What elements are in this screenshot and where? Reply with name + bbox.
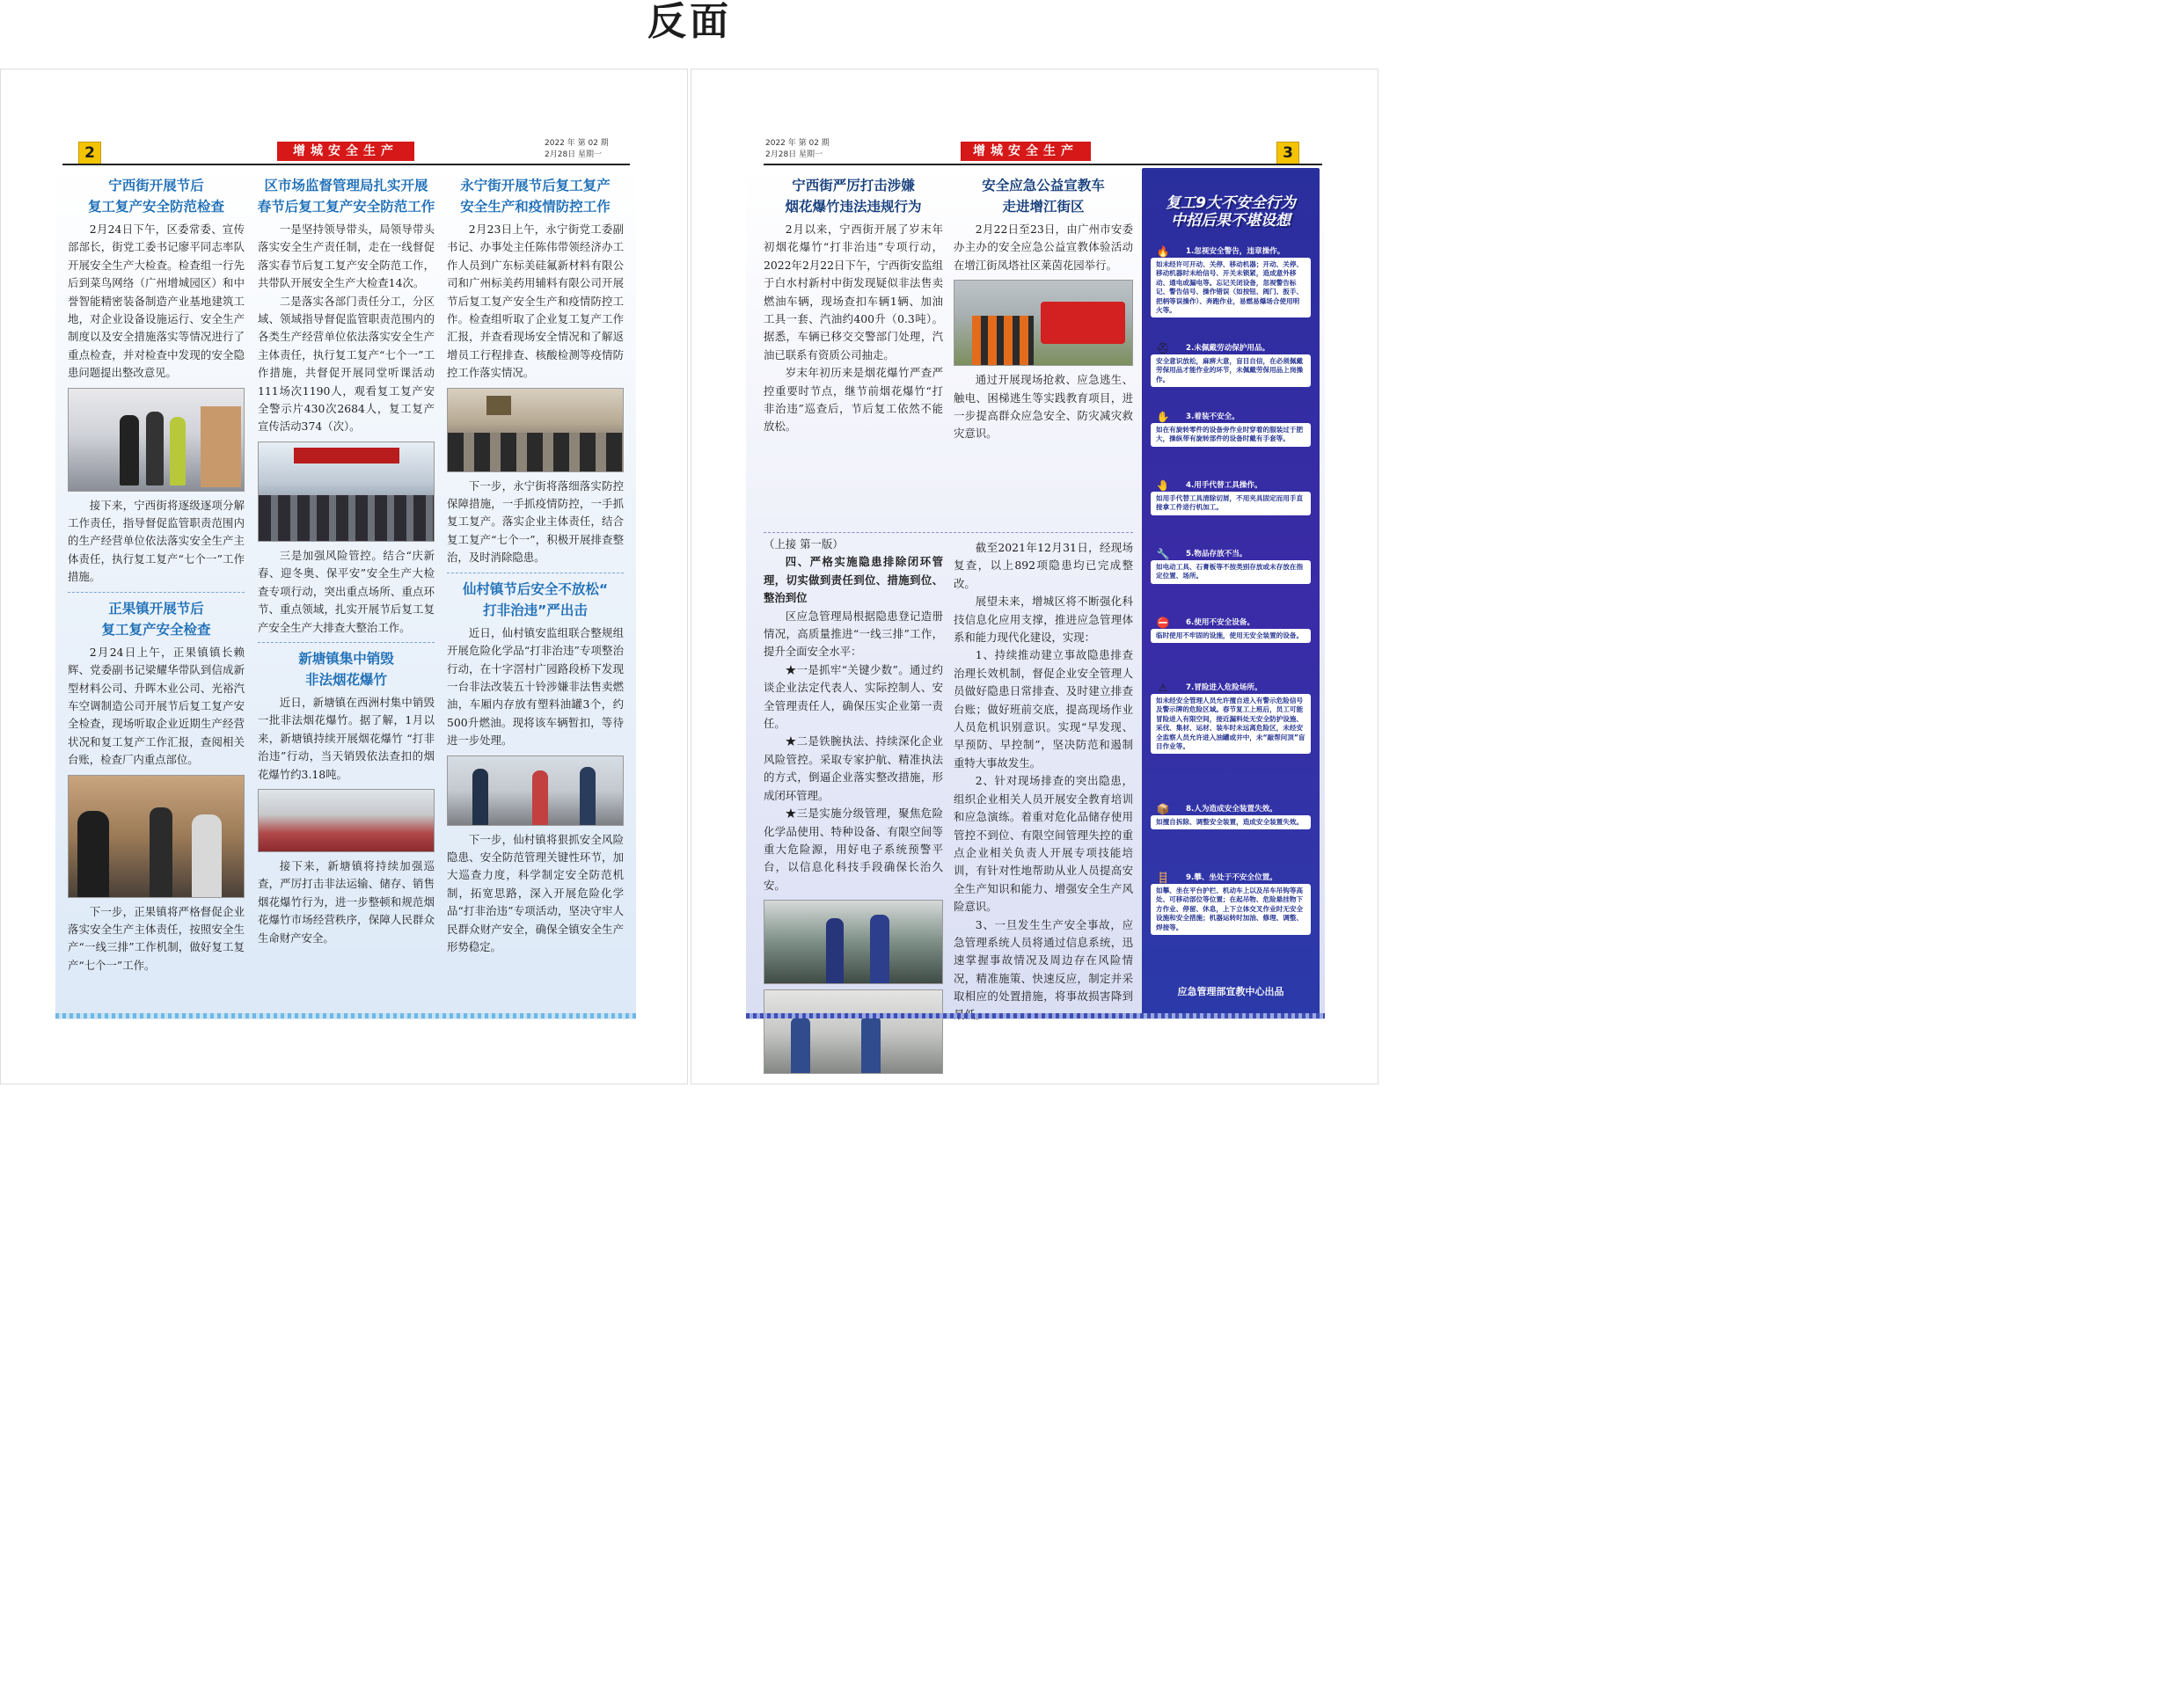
poster-item-text: 如未经安全管理人员允许擅自进入有警示危险信号及警示牌的危险区域。春节复工上班后，员工可能冒险进入有限空间，接近漏料处无安全防护设施、采伐、集材、运材、装车时未远离危险区，未经安全监察人员允许进入油罐或井中，未“敲帮问顶”盲目作业等。: [1151, 694, 1311, 754]
meeting-photo: [258, 442, 435, 542]
poster-item: [1151, 245, 1311, 318]
poster-item: [1151, 682, 1311, 754]
article-paragraph: 三是加强风险管控。结合“庆新春、迎冬奥、保平安”安全生产大检查专项行动，突出重点场所、重点环节、重点领域，扎实开展节后复工复产安全生产大排查大整治工作。: [258, 548, 435, 634]
article-heading: 安全应急公益宣教车 走进增江街区: [982, 178, 1105, 215]
safety-poster: [1142, 168, 1320, 1014]
header-rule: [62, 164, 630, 165]
factory-photo: [68, 775, 245, 898]
right-sheet: [691, 69, 1379, 1084]
hand-icon: 🤚: [1156, 479, 1170, 492]
prohibited-icon: ⛔: [1156, 617, 1170, 629]
article-paragraph: 截至2021年12月31日，经现场复查，以上892项隐患均已完成整改。: [954, 541, 1133, 590]
article-paragraph: 近日，仙村镇安监组联合整规组开展危险化学品“打非治违”专项整治行动，在十字滘村广园路段桥下发现一台非法改装五十铃涉嫌非法售卖燃油，车厢内存放有塑料油罐3个，约500升燃油。现将该车辆暂扣，等待进一步处理。: [447, 625, 624, 748]
issue-number: 2022 年 第 02 期: [545, 139, 609, 148]
article-paragraph: 区应急管理局根据隐患登记造册情况，高质量推进“一线三排”工作，提升全面安全水平：: [764, 609, 943, 659]
divider: [68, 592, 245, 593]
fireworks-photo: [258, 789, 435, 852]
poster-item-label: 3.着装不安全。: [1186, 412, 1240, 421]
poster-item: [1151, 411, 1311, 447]
issue-date: 2月28日 星期一: [765, 150, 823, 159]
article-paragraph: 通过开展现场抢救、应急逃生、触电、困梯逃生等实践教育项目，进一步提高群众应急安全、防灾减灾救灾意识。: [954, 373, 1133, 441]
flame-icon: 🔥: [1156, 245, 1170, 258]
article-paragraph: 2月22日至23日，由广州市安委办主办的安全应急公益宣教体验活动在增江街凤塔社区莱茵花园举行。: [954, 223, 1133, 272]
article-heading: 宁西街严厉打击涉嫌 烟花爆竹违法违规行为: [785, 178, 922, 215]
poster-item-label: 6.使用不安全设备。: [1186, 618, 1254, 627]
poster-item-label: 5.物品存放不当。: [1186, 550, 1247, 558]
poster-item: [1151, 803, 1311, 829]
workshop-photo: [764, 900, 943, 984]
article-paragraph: 近日，新塘镇在西洲村集中销毁一批非法烟花爆竹。据了解，1月以来，新塘镇持续开展烟花爆竹 “打非治违”行动，当天销毁依法查扣的烟花爆竹约3.18吨。: [258, 695, 435, 781]
poster-item-text: 如用手代替工具清除切屑，不用夹具固定而用手直接拿工件进行机加工。: [1151, 492, 1311, 515]
poster-item-text: 如擅自拆除、调整安全装置，造成安全装置失效。: [1151, 815, 1311, 829]
poster-item-text: 如电动工具、石膏板等不按类别存放或未存放在指定位置、场所。: [1151, 560, 1311, 584]
article-heading: 宁西街开展节后 复工复产安全防范检查: [87, 178, 224, 215]
article-heading: 正果镇开展节后 复工复产安全检查: [101, 600, 211, 638]
poster-item-label: 8.人为造成安全装置失效。: [1186, 805, 1277, 814]
page-number: 2: [78, 142, 101, 164]
column-b: [954, 173, 1133, 443]
left-sheet: [0, 69, 688, 1084]
masthead: 增城安全生产: [277, 142, 414, 161]
article-paragraph: 展望未来，增城区将不断强化科技信息化应用支撑，推进应急管理体系和能力现代化建设，实现：: [954, 595, 1133, 645]
poster-item: [1151, 617, 1311, 643]
inspection-vehicle-photo: [447, 755, 624, 826]
article-heading: 新塘镇集中销毁 非法烟花爆竹: [298, 650, 394, 688]
column-2: [258, 173, 435, 947]
poster-item-label: 4.用手代替工具操作。: [1186, 481, 1262, 490]
continued-note: （上接 第一版）: [764, 537, 844, 551]
poster-item-text: 如未经许可开动、关停、移动机器；开动、关停、移动机器时未给信号、开关未锁紧，造成意外移动、通电或漏电等。忘记关闭设备，忽视警告标记、警告信号、操作错误（如按钮、阀门、扳手、把柄等误操作）、奔跑作业，易燃易爆场合使用明火等。: [1151, 258, 1311, 318]
issue-info: [545, 138, 609, 161]
section-heading: 四、严格实施隐患排除闭环管理，切实做到责任到位、措施到位、整治到位: [764, 555, 943, 605]
article-paragraph: ★一是抓牢“关键少数”。通过约谈企业法定代表人、实际控制人、安全管理责任人，确保压实企业第一责任。: [764, 662, 943, 731]
column-c: [764, 536, 943, 1079]
column-3: [447, 173, 624, 956]
article-paragraph: 2月以来，宁西街开展了岁末年初烟花爆竹“打非治违”专项行动，2022年2月22日下午，宁西街安监组于白水村新村中街发现疑似非法售卖燃油车辆，现场查扣车辆1辆、加油工具一套、汽油约400升（0.3吨）。据悉，车辆已移交交警部门处理，汽油已联系有资质公司抽走。: [764, 223, 943, 361]
article-paragraph: 2月24日下午，区委常委、宣传部部长，街党工委书记廖平同志率队开展安全生产大检查。检查组一行先后到菜鸟网络（广州增城园区）和中誉智能精密装备制造产业基地建筑工地，对企业设备设施运行、安全生产制度以及安全措施落实等情况进行了重点检查，并对检查中发现的安全隐患问题提出整改意见。: [68, 223, 245, 380]
poster-item-text: 如攀、坐在平台护栏、机动车上以及吊车吊钩等高处、可移动部位等位置；在起吊物、危险悬挂物下方作业、停留、休息，上下立体交叉作业时无安全设施和安全措施；机器运转时加油、修理、调整、焊接等。: [1151, 884, 1311, 935]
training-photo: [764, 989, 943, 1074]
poster-item-label: 1.忽视安全警告，违章操作。: [1186, 247, 1285, 256]
page-number: 3: [1276, 142, 1299, 164]
article-paragraph: 一是坚持领导带头，局领导带头落实安全生产责任制，走在一线督促落实春节后复工复产安全防范工作，共带队开展安全生产大检查14次。: [258, 223, 435, 290]
box-icon: 📦: [1156, 803, 1170, 815]
poster-item: [1151, 479, 1311, 515]
divider: [764, 532, 1133, 533]
glove-icon: ✋: [1156, 411, 1170, 423]
article-paragraph: ★二是铁腕执法、持续深化企业风险管控。采取专家护航、精准执法的方式，倒逼企业落实整改措施，形成闭环管理。: [764, 734, 943, 802]
poster-item: [1151, 342, 1311, 387]
article-paragraph: 下一步，正果镇将严格督促企业落实安全生产主体责任，按照安全生产“一线三排”工作机制，做好复工复产“七个一”工作。: [68, 904, 245, 972]
poster-item-text: 如在有旋转零件的设备旁作业时穿着的服装过于肥大，操纵带有旋转部件的设备时戴有手套等。: [1151, 423, 1311, 447]
tool-icon: 🔧: [1156, 548, 1170, 560]
footer-stripe: [746, 1013, 1325, 1018]
divider: [258, 642, 435, 643]
masthead: 增城安全生产: [961, 142, 1091, 161]
enterprise-meeting-photo: [447, 388, 624, 472]
article-paragraph: ★三是实施分级管理，聚焦危险化学品使用、特种设备、有限空间等重大危险源，用好电子系统预警平台，以信息化科技手段确保长治久安。: [764, 807, 943, 892]
article-paragraph: 1、持续推动建立事故隐患排查治理长效机制，督促企业安全管理人员做好隐患日常排查、及时建立排查台账；做好班前交底，提高现场作业人员危机识别意识。实现“早发现、早预防、早控制”，坚决防范和遏制重特大事故发生。: [954, 648, 1133, 770]
article-paragraph: 接下来，宁西街将逐级逐项分解工作责任，指导督促监管职责范围内的生产经营单位依法落实安全生产主体责任，执行复工复产“七个一”工作措施。: [68, 498, 245, 584]
ladder-icon: 🪜: [1156, 872, 1170, 884]
footer-stripe: [55, 1013, 636, 1018]
column-d: [954, 539, 1133, 1024]
warning-cone-icon: ⚠: [1158, 682, 1168, 694]
poster-title: 复工9大不安全行为 中招后果不堪设想: [1166, 194, 1296, 230]
issue-date: 2月28日 星期一: [545, 150, 603, 159]
article-paragraph: 2月24日上午，正果镇镇长赖辉、党委副书记梁耀华带队到信成新型材料公司、升晖木业公司、光裕汽车空调制造公司开展节后复工复产安全检查，现场听取企业近期生产经营状况和复工复产工作汇报，查阅相关台账，检查厂内重点部位。: [68, 645, 245, 767]
column-1: [68, 173, 245, 974]
poster-item-label: 9.攀、坐处于不安全位置。: [1186, 873, 1277, 882]
poster-footer: 应急管理部宣教中心出品: [1177, 986, 1284, 997]
helmet-icon: ⛑: [1156, 342, 1170, 354]
article-paragraph: 下一步，仙村镇将狠抓安全风险隐患、安全防范管理关键性环节，加大巡查力度，科学制定安全防范机制，拓宽思路，深入开展危险化学品“打非治违”专项活动，坚决守牢人民群众财产安全，确保全镇安全生产形势稳定。: [447, 832, 624, 953]
article-paragraph: 二是落实各部门责任分工，分区域、领域指导督促监管职责范围内的各类生产经营单位依法落实安全生产主体责任，执行复工复产“七个一”工作措施，共督促开展同堂听课活动111场次1190人，观看复工复产安全警示片430次2684人，复工复产宣传活动374（次）。: [258, 294, 435, 434]
page-title: 反面: [647, 0, 732, 44]
article-paragraph: 2、针对现场排查的突出隐患，组织企业相关人员开展安全教育培训和应急演练。着重对危化品储存使用管控不到位、有限空间管理失控的重点企业相关负责人开展专项技能培训，有针对性地帮助从业人员提高安全生产知识和能力、增强安全生产风险意识。: [954, 774, 1133, 914]
header-rule: [764, 164, 1322, 165]
poster-item-label: 2.未佩戴劳动保护用品。: [1186, 344, 1270, 353]
poster-item-label: 7.冒险进入危险场所。: [1186, 683, 1262, 692]
article-paragraph: 2月23日上午，永宁街党工委副书记、办事处主任陈伟带领经济办工作人员到广东标美硅氟新材料有限公司和广州标美药用辅料有限公司开展节后复工复产安全生产和疫情防控工作。检查组听取了企业复工复产工作汇报，并查看现场安全情况和了解返增员工行程排查、核酸检测等疫情防控工作落实情况。: [447, 223, 624, 380]
poster-item: [1151, 548, 1311, 584]
poster-item-text: 临时使用不牢固的设施，使用无安全装置的设备。: [1151, 629, 1311, 643]
article-heading: 区市场监督管理局扎实开展 春节后复工复产安全防范工作: [257, 178, 435, 215]
column-a: [764, 173, 943, 436]
article-paragraph: 3、一旦发生生产安全事故，应急管理系统人员将通过信息系统，迅速掌握事故情况及周边存在风险情况，精准施策、快速反应，制定并采取相应的处置措施，将事故损害降到: [954, 917, 1133, 1004]
publicity-vehicle-photo: [954, 280, 1133, 366]
inspection-photo: [68, 388, 245, 492]
poster-item-text: 安全意识放松，麻痹大意，盲目自信，在必须佩戴劳保用品才能作业的环节，未佩戴劳保用品上岗操作。: [1151, 354, 1311, 387]
poster-item: [1151, 872, 1311, 935]
issue-number: 2022 年 第 02 期: [765, 139, 830, 148]
article-paragraph: 接下来，新塘镇将持续加强巡查，严厉打击非法运输、储存、销售烟花爆竹行为，进一步整顿和规范烟花爆竹市场经营秩序，保障人民群众生命财产安全。: [258, 858, 435, 945]
issue-info: [765, 138, 830, 161]
article-paragraph: 下一步，永宁街将落细落实防控保障措施，一手抓疫情防控，一手抓复工复产。落实企业主体责任，结合复工复产“七个一”，积极开展排查整治，及时消除隐患。: [447, 478, 624, 565]
article-heading: 永宁街开展节后复工复产 安全生产和疫情防控工作: [460, 178, 611, 215]
article-heading: 仙村镇节后安全不放松“ 打非治违”严出击: [462, 580, 609, 618]
article-paragraph: 岁末年初历来是烟花爆竹严查严控重要时节点，继节前烟花爆竹“打非治违”巡查后，节后复工依然不能放松。: [764, 366, 943, 434]
